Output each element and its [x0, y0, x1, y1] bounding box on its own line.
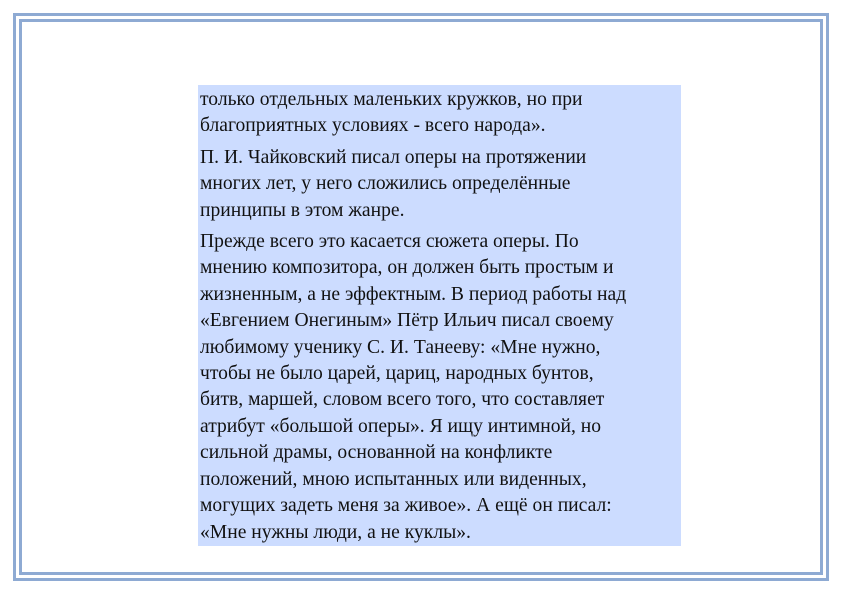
text-box [198, 85, 681, 546]
paragraph-1 [200, 87, 681, 140]
text-line: «Евгением Онегиным» Пётр Ильич писал своему [200, 310, 614, 332]
text-line: многих лет, у него сложились определённые [200, 173, 571, 195]
text-line: могущих задеть меня за живое». А ещё он писал: [200, 495, 612, 517]
text-line: атрибут «большой оперы». Я ищу интимной, но [200, 415, 602, 437]
text-line: мнению композитора, он должен быть простым и [200, 257, 614, 279]
text-line: сильной драмы, основанной на конфликте [200, 442, 553, 464]
text-line: любимому ученику С. И. Танееву: «Мне нужно, [200, 336, 601, 358]
text-line: положений, мною испытанных или виденных, [200, 468, 587, 490]
text-line: П. И. Чайковский писал оперы на протяжении [200, 146, 587, 168]
text-line: чтобы не было царей, цариц, народных бунтов, [200, 363, 594, 385]
text-line: Прежде всего это касается сюжета оперы. По [200, 231, 579, 253]
text-line: жизненным, а не эффектным. В период работы над [200, 283, 627, 305]
text-line: благоприятных условиях - всего народа». [200, 115, 546, 137]
text-line: битв, маршей, словом всего того, что составляет [200, 389, 605, 411]
paragraph-2 [200, 145, 681, 224]
text-line: только отдельных маленьких кружков, но при [200, 89, 583, 110]
text-line: «Мне нужны люди, а не куклы». [200, 521, 471, 543]
paragraph-3 [200, 229, 681, 546]
text-line: принципы в этом жанре. [200, 199, 405, 221]
